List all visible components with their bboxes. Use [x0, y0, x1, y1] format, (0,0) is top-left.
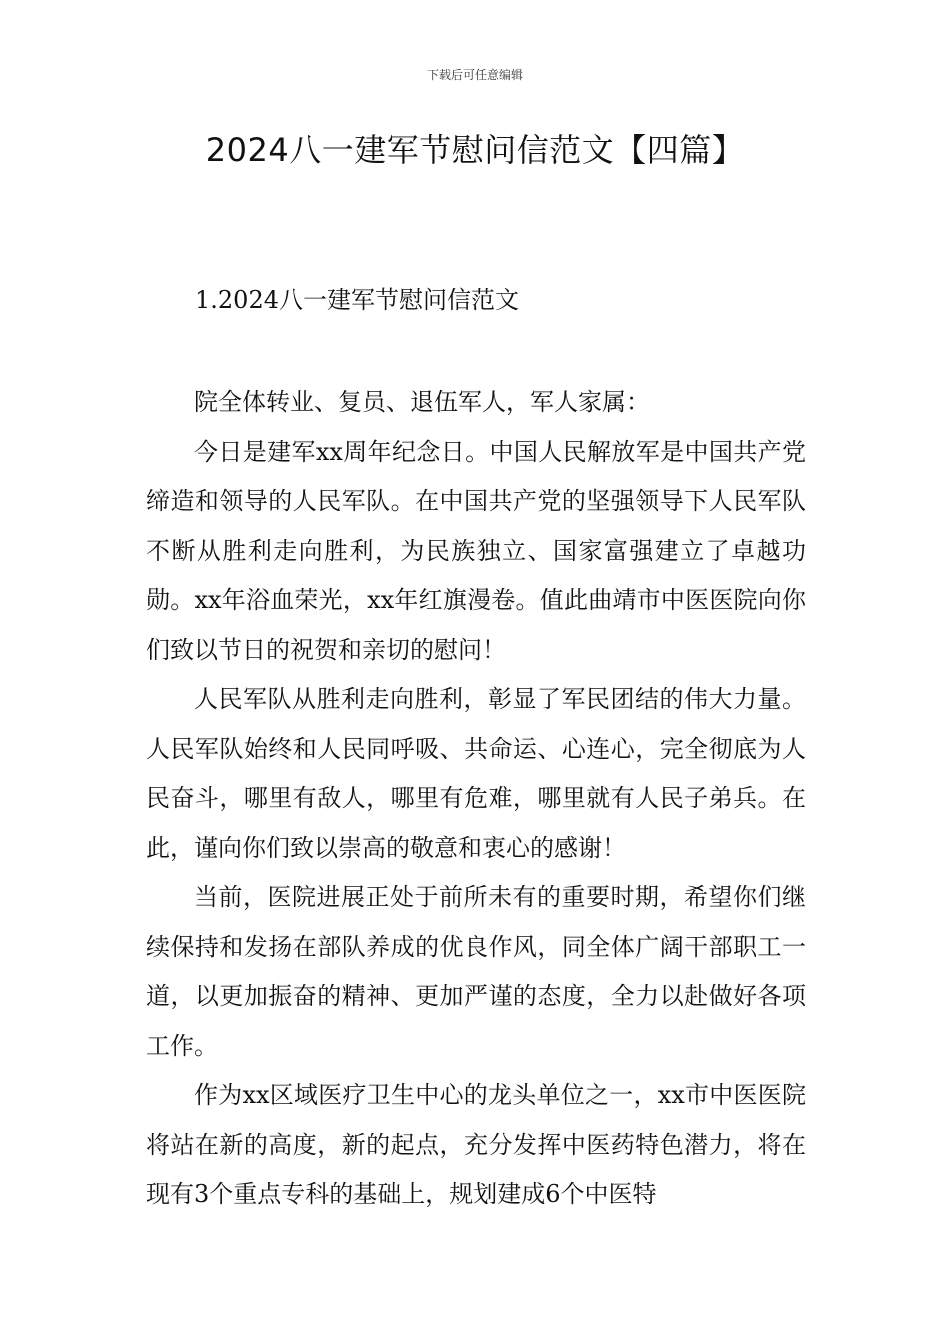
section-heading: 1.2024八一建军节慰问信范文: [195, 286, 519, 314]
paragraph: 作为xx区域医疗卫生中心的龙头单位之一，xx市中医医院将站在新的高度，新的起点，充分发挥中医药特色潜力，将在现有3个重点专科的基础上，规划建成6个中医特: [146, 1081, 806, 1208]
document-title: 2024八一建军节慰问信范文【四篇】: [205, 131, 745, 169]
paragraph-salutation: 院全体转业、复员、退伍军人，军人家属：: [194, 388, 650, 416]
paragraph: 当前，医院进展正处于前所未有的重要时期，希望你们继续保持和发扬在部队养成的优良作风，同全体广阔干部职工一道，以更加振奋的精神、更加严谨的态度，全力以赴做好各项工作。: [146, 883, 806, 1060]
paragraph: 人民军队从胜利走向胜利，彰显了军民团结的伟大力量。人民军队始终和人民同呼吸、共命运、心连心，完全彻底为人民奋斗，哪里有敌人，哪里有危难，哪里就有人民子弟兵。在此，谨向你们致以崇高的敬意和衷心的感谢！: [146, 685, 806, 862]
document-body: [146, 378, 806, 1220]
header-note: 下载后可任意编辑: [426, 68, 523, 82]
paragraph: 今日是建军xx周年纪念日。中国人民解放军是中国共产党缔造和领导的人民军队。在中国共产党的坚强领导下人民军队不断从胜利走向胜利，为民族独立、国家富强建立了卓越功勋。xx年浴血荣光，xx年红旗漫卷。值此曲靖市中医医院向你们致以节日的祝贺和亲切的慰问！: [146, 437, 806, 664]
